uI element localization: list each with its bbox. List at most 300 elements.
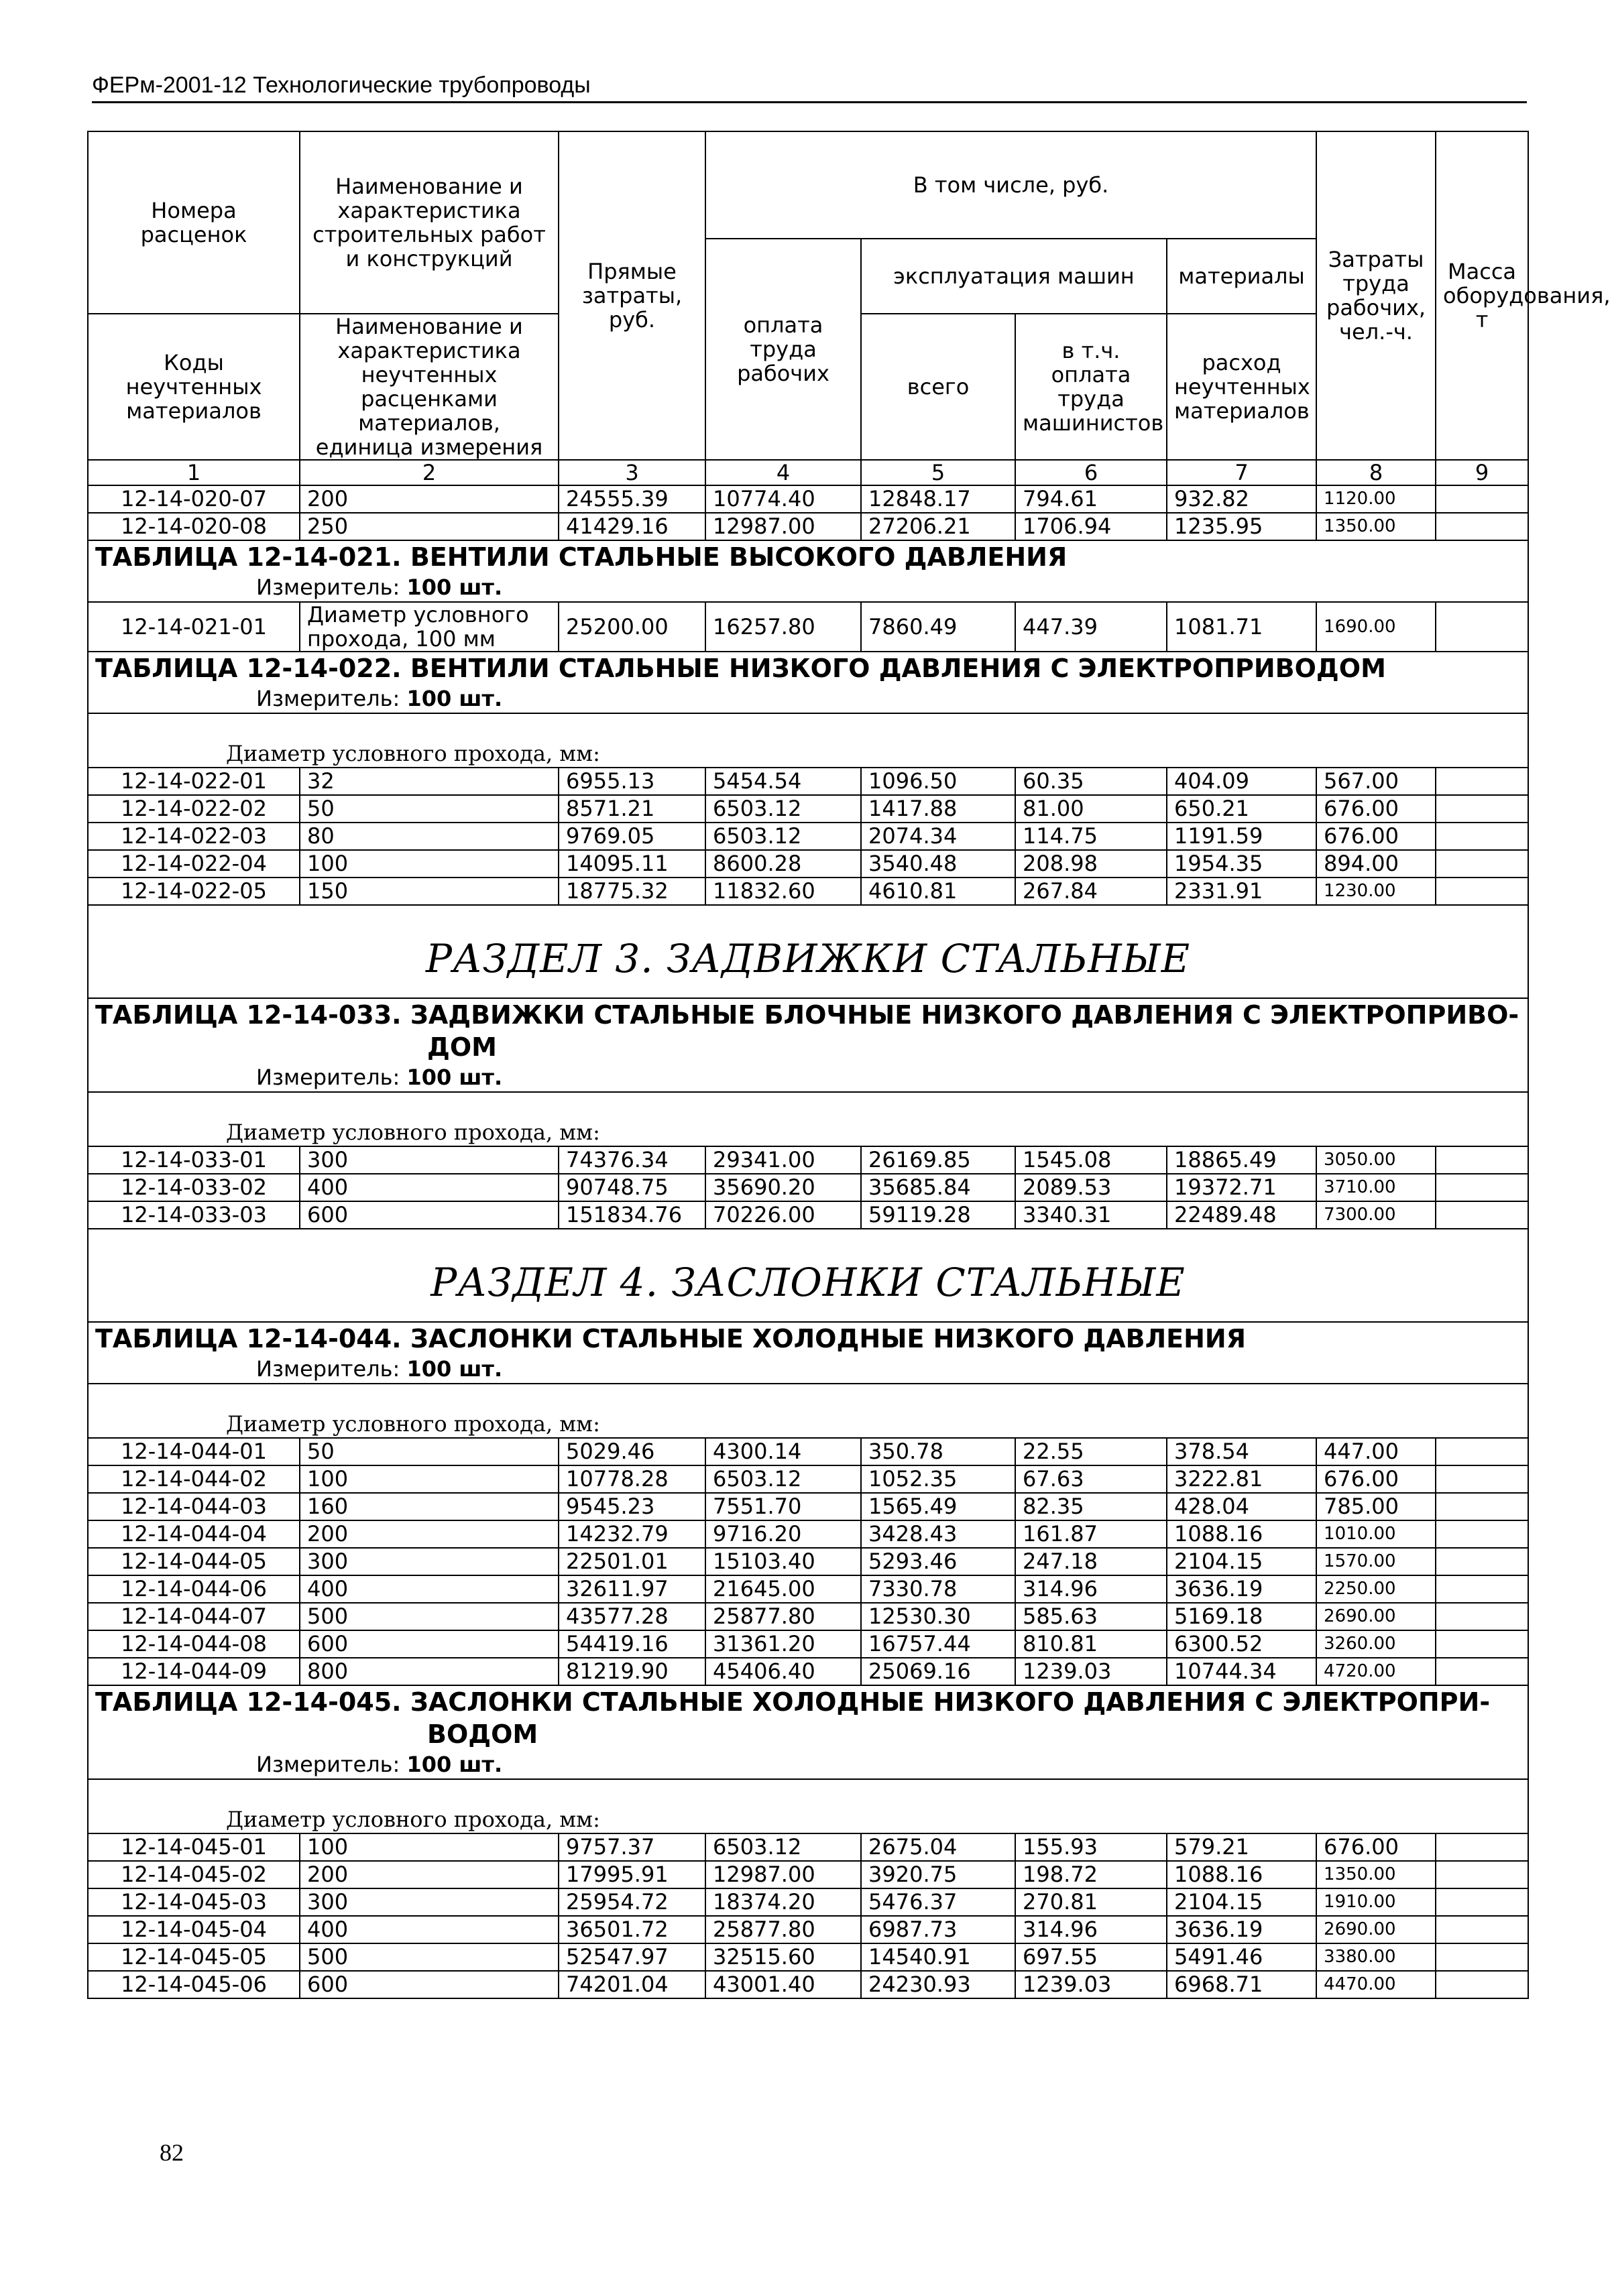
table-row bbox=[88, 1493, 1528, 1520]
wages-cost-cell: 25877.80 bbox=[705, 1916, 861, 1943]
table-row bbox=[88, 485, 1528, 513]
header-machines: эксплуатация машин bbox=[861, 239, 1167, 314]
machines-total-cell: 1052.35 bbox=[861, 1465, 1015, 1493]
direct-cost-cell: 8571.21 bbox=[559, 795, 705, 823]
machines-wages-cell: 208.98 bbox=[1015, 850, 1167, 878]
labor-cost-cell: 894.00 bbox=[1316, 850, 1436, 878]
equipment-mass-cell bbox=[1436, 602, 1528, 652]
rate-code-cell: 12-14-033-02 bbox=[88, 1174, 300, 1201]
table-heading bbox=[88, 998, 1528, 1092]
machines-total-cell: 5476.37 bbox=[861, 1888, 1015, 1916]
machines-total-cell: 12530.30 bbox=[861, 1603, 1015, 1630]
direct-cost-cell: 9545.23 bbox=[559, 1493, 705, 1520]
machines-total-cell: 2074.34 bbox=[861, 823, 1015, 850]
diameter-value-cell: 400 bbox=[300, 1575, 559, 1603]
column-number: 2 bbox=[300, 460, 559, 485]
materials-cost-cell: 5491.46 bbox=[1167, 1943, 1316, 1971]
machines-wages-cell: 794.61 bbox=[1015, 485, 1167, 513]
machines-wages-cell: 585.63 bbox=[1015, 1603, 1167, 1630]
direct-cost-cell: 36501.72 bbox=[559, 1916, 705, 1943]
machines-total-cell: 25069.16 bbox=[861, 1658, 1015, 1685]
materials-cost-cell: 1088.16 bbox=[1167, 1520, 1316, 1548]
direct-cost-cell: 22501.01 bbox=[559, 1548, 705, 1575]
machines-total-cell: 3540.48 bbox=[861, 850, 1015, 878]
machines-total-cell: 24230.93 bbox=[861, 1971, 1015, 1998]
diameter-value-cell: 600 bbox=[300, 1201, 559, 1229]
machines-wages-cell: 155.93 bbox=[1015, 1833, 1167, 1861]
machines-total-cell: 6987.73 bbox=[861, 1916, 1015, 1943]
wages-cost-cell: 10774.40 bbox=[705, 485, 861, 513]
diameter-value-cell: 800 bbox=[300, 1658, 559, 1685]
table-title: ТАБЛИЦА 12-14-021. ВЕНТИЛИ СТАЛЬНЫЕ ВЫСОКОГО ДАВЛЕНИЯ bbox=[95, 542, 1068, 572]
direct-cost-cell: 52547.97 bbox=[559, 1943, 705, 1971]
column-number: 5 bbox=[861, 460, 1015, 485]
diameter-caption: Диаметр условного прохода, мм: bbox=[226, 1120, 600, 1145]
rate-code-cell: 12-14-044-08 bbox=[88, 1630, 300, 1658]
rate-code-cell: 12-14-045-01 bbox=[88, 1833, 300, 1861]
header-materials-unaccounted: расход неучтенных материалов bbox=[1167, 314, 1316, 460]
direct-cost-cell: 17995.91 bbox=[559, 1861, 705, 1888]
diameter-value-cell: 200 bbox=[300, 1520, 559, 1548]
equipment-mass-cell bbox=[1436, 485, 1528, 513]
equipment-mass-cell bbox=[1436, 1630, 1528, 1658]
direct-cost-cell: 5029.46 bbox=[559, 1438, 705, 1465]
materials-cost-cell: 5169.18 bbox=[1167, 1603, 1316, 1630]
labor-cost-cell: 2690.00 bbox=[1316, 1603, 1436, 1630]
rate-code-cell: 12-14-045-03 bbox=[88, 1888, 300, 1916]
machines-wages-cell: 1545.08 bbox=[1015, 1146, 1167, 1174]
header-name-alt: Наименование и характеристика неучтенных расценками материалов, единица измерения bbox=[300, 314, 559, 460]
table-row bbox=[88, 1201, 1528, 1229]
table-meter: Измеритель: 100 шт. bbox=[256, 1065, 503, 1090]
diameter-value-cell: 100 bbox=[300, 1833, 559, 1861]
column-numbers-row bbox=[88, 460, 1528, 485]
direct-cost-cell: 24555.39 bbox=[559, 485, 705, 513]
equipment-mass-cell bbox=[1436, 1465, 1528, 1493]
labor-cost-cell: 1570.00 bbox=[1316, 1548, 1436, 1575]
machines-total-cell: 7330.78 bbox=[861, 1575, 1015, 1603]
machines-wages-cell: 2089.53 bbox=[1015, 1174, 1167, 1201]
labor-cost-cell: 2250.00 bbox=[1316, 1575, 1436, 1603]
machines-wages-cell: 3340.31 bbox=[1015, 1201, 1167, 1229]
materials-cost-cell: 1954.35 bbox=[1167, 850, 1316, 878]
table-row bbox=[88, 1603, 1528, 1630]
rate-code-cell: 12-14-044-02 bbox=[88, 1465, 300, 1493]
labor-cost-cell: 1010.00 bbox=[1316, 1520, 1436, 1548]
table-title: ТАБЛИЦА 12-14-044. ЗАСЛОНКИ СТАЛЬНЫЕ ХОЛОДНЫЕ НИЗКОГО ДАВЛЕНИЯ bbox=[95, 1324, 1246, 1353]
rates-table bbox=[87, 131, 1610, 1999]
materials-cost-cell: 1081.71 bbox=[1167, 602, 1316, 652]
direct-cost-cell: 43577.28 bbox=[559, 1603, 705, 1630]
wages-cost-cell: 6503.12 bbox=[705, 795, 861, 823]
machines-wages-cell: 267.84 bbox=[1015, 878, 1167, 905]
header-labor: Затраты труда рабочих, чел.-ч. bbox=[1316, 131, 1436, 460]
diameter-value-cell: 300 bbox=[300, 1888, 559, 1916]
machines-wages-cell: 247.18 bbox=[1015, 1548, 1167, 1575]
diameter-value-cell: 80 bbox=[300, 823, 559, 850]
rate-code-cell: 12-14-045-04 bbox=[88, 1916, 300, 1943]
diameter-caption: Диаметр условного прохода, мм: bbox=[226, 1411, 600, 1437]
machines-total-cell: 59119.28 bbox=[861, 1201, 1015, 1229]
equipment-mass-cell bbox=[1436, 1548, 1528, 1575]
table-meter: Измеритель: 100 шт. bbox=[256, 1752, 503, 1777]
diameter-value-cell: 300 bbox=[300, 1548, 559, 1575]
table-row bbox=[88, 1465, 1528, 1493]
machines-total-cell: 4610.81 bbox=[861, 878, 1015, 905]
wages-cost-cell: 32515.60 bbox=[705, 1943, 861, 1971]
wages-cost-cell: 16257.80 bbox=[705, 602, 861, 652]
table-meter: Измеритель: 100 шт. bbox=[256, 686, 503, 711]
materials-cost-cell: 2331.91 bbox=[1167, 878, 1316, 905]
rate-code-cell: 12-14-045-06 bbox=[88, 1971, 300, 1998]
diameter-caption-row bbox=[88, 713, 1528, 768]
section-heading bbox=[88, 905, 1528, 998]
diameter-caption-row bbox=[88, 1384, 1528, 1438]
rate-code-cell: 12-14-044-04 bbox=[88, 1520, 300, 1548]
table-title-continued: ВОДОМ bbox=[427, 1719, 538, 1749]
diameter-caption: Диаметр условного прохода, мм: bbox=[226, 741, 600, 766]
rate-code-cell: 12-14-044-05 bbox=[88, 1548, 300, 1575]
labor-cost-cell: 785.00 bbox=[1316, 1493, 1436, 1520]
header-codes: Номера расценок bbox=[88, 131, 300, 314]
rate-code-cell: 12-14-020-07 bbox=[88, 485, 300, 513]
wages-cost-cell: 45406.40 bbox=[705, 1658, 861, 1685]
labor-cost-cell: 2690.00 bbox=[1316, 1916, 1436, 1943]
rate-code-cell: 12-14-044-06 bbox=[88, 1575, 300, 1603]
table-row bbox=[88, 1916, 1528, 1943]
direct-cost-cell: 41429.16 bbox=[559, 513, 705, 540]
machines-wages-cell: 447.39 bbox=[1015, 602, 1167, 652]
machines-total-cell: 3920.75 bbox=[861, 1861, 1015, 1888]
machines-wages-cell: 81.00 bbox=[1015, 795, 1167, 823]
labor-cost-cell: 3260.00 bbox=[1316, 1630, 1436, 1658]
direct-cost-cell: 10778.28 bbox=[559, 1465, 705, 1493]
column-number: 1 bbox=[88, 460, 300, 485]
machines-total-cell: 1417.88 bbox=[861, 795, 1015, 823]
rate-code-cell: 12-14-044-01 bbox=[88, 1438, 300, 1465]
machines-wages-cell: 161.87 bbox=[1015, 1520, 1167, 1548]
rate-code-cell: 12-14-045-02 bbox=[88, 1861, 300, 1888]
table-row bbox=[88, 1943, 1528, 1971]
labor-cost-cell: 1910.00 bbox=[1316, 1888, 1436, 1916]
direct-cost-cell: 14232.79 bbox=[559, 1520, 705, 1548]
materials-cost-cell: 428.04 bbox=[1167, 1493, 1316, 1520]
wages-cost-cell: 21645.00 bbox=[705, 1575, 861, 1603]
machines-wages-cell: 314.96 bbox=[1015, 1575, 1167, 1603]
wages-cost-cell: 11832.60 bbox=[705, 878, 861, 905]
diameter-value-cell: 250 bbox=[300, 513, 559, 540]
labor-cost-cell: 567.00 bbox=[1316, 768, 1436, 795]
machines-wages-cell: 198.72 bbox=[1015, 1861, 1167, 1888]
materials-cost-cell: 1088.16 bbox=[1167, 1861, 1316, 1888]
table-row bbox=[88, 795, 1528, 823]
labor-cost-cell: 7300.00 bbox=[1316, 1201, 1436, 1229]
table-title: ТАБЛИЦА 12-14-022. ВЕНТИЛИ СТАЛЬНЫЕ НИЗКОГО ДАВЛЕНИЯ С ЭЛЕКТРОПРИВОДОМ bbox=[95, 654, 1386, 683]
equipment-mass-cell bbox=[1436, 823, 1528, 850]
column-number: 3 bbox=[559, 460, 705, 485]
equipment-mass-cell bbox=[1436, 1174, 1528, 1201]
rate-code-cell: 12-14-033-03 bbox=[88, 1201, 300, 1229]
table-heading bbox=[88, 540, 1528, 602]
machines-wages-cell: 114.75 bbox=[1015, 823, 1167, 850]
equipment-mass-cell bbox=[1436, 1146, 1528, 1174]
labor-cost-cell: 676.00 bbox=[1316, 1833, 1436, 1861]
wages-cost-cell: 7551.70 bbox=[705, 1493, 861, 1520]
table-meter: Измеритель: 100 шт. bbox=[256, 575, 503, 600]
equipment-mass-cell bbox=[1436, 795, 1528, 823]
machines-wages-cell: 82.35 bbox=[1015, 1493, 1167, 1520]
materials-cost-cell: 6300.52 bbox=[1167, 1630, 1316, 1658]
wages-cost-cell: 8600.28 bbox=[705, 850, 861, 878]
labor-cost-cell: 3380.00 bbox=[1316, 1943, 1436, 1971]
table-row bbox=[88, 1174, 1528, 1201]
diameter-value-cell: 50 bbox=[300, 1438, 559, 1465]
equipment-mass-cell bbox=[1436, 1493, 1528, 1520]
wages-cost-cell: 18374.20 bbox=[705, 1888, 861, 1916]
table-heading bbox=[88, 652, 1528, 713]
rate-code-cell: 12-14-022-03 bbox=[88, 823, 300, 850]
direct-cost-cell: 32611.97 bbox=[559, 1575, 705, 1603]
materials-cost-cell: 2104.15 bbox=[1167, 1548, 1316, 1575]
machines-wages-cell: 810.81 bbox=[1015, 1630, 1167, 1658]
machines-wages-cell: 1239.03 bbox=[1015, 1971, 1167, 1998]
machines-total-cell: 26169.85 bbox=[861, 1146, 1015, 1174]
labor-cost-cell: 1690.00 bbox=[1316, 602, 1436, 652]
wages-cost-cell: 9716.20 bbox=[705, 1520, 861, 1548]
header-machines-total: всего bbox=[861, 314, 1015, 460]
labor-cost-cell: 4720.00 bbox=[1316, 1658, 1436, 1685]
column-number: 6 bbox=[1015, 460, 1167, 485]
equipment-mass-cell bbox=[1436, 513, 1528, 540]
direct-cost-cell: 9769.05 bbox=[559, 823, 705, 850]
table-row bbox=[88, 1548, 1528, 1575]
materials-cost-cell: 1235.95 bbox=[1167, 513, 1316, 540]
machines-total-cell: 1565.49 bbox=[861, 1493, 1015, 1520]
machines-wages-cell: 270.81 bbox=[1015, 1888, 1167, 1916]
direct-cost-cell: 25200.00 bbox=[559, 602, 705, 652]
table-meter: Измеритель: 100 шт. bbox=[256, 1356, 503, 1382]
wages-cost-cell: 4300.14 bbox=[705, 1438, 861, 1465]
header-codes-alt: Коды неучтенных материалов bbox=[88, 314, 300, 460]
equipment-mass-cell bbox=[1436, 1575, 1528, 1603]
wages-cost-cell: 70226.00 bbox=[705, 1201, 861, 1229]
labor-cost-cell: 3710.00 bbox=[1316, 1174, 1436, 1201]
materials-cost-cell: 1191.59 bbox=[1167, 823, 1316, 850]
equipment-mass-cell bbox=[1436, 1971, 1528, 1998]
header-name: Наименование и характеристика строительных работ и конструкций bbox=[300, 131, 559, 314]
diameter-value-cell: 500 bbox=[300, 1603, 559, 1630]
rate-code-cell: 12-14-045-05 bbox=[88, 1943, 300, 1971]
table-row bbox=[88, 513, 1528, 540]
table-title: ТАБЛИЦА 12-14-045. ЗАСЛОНКИ СТАЛЬНЫЕ ХОЛОДНЫЕ НИЗКОГО ДАВЛЕНИЯ С ЭЛЕКТРОПРИ- bbox=[95, 1687, 1491, 1717]
machines-wages-cell: 1239.03 bbox=[1015, 1658, 1167, 1685]
table-row bbox=[88, 1833, 1528, 1861]
direct-cost-cell: 81219.90 bbox=[559, 1658, 705, 1685]
equipment-mass-cell bbox=[1436, 1201, 1528, 1229]
running-header: ФЕРм-2001-12 Технологические трубопроводы bbox=[92, 72, 1527, 103]
wages-cost-cell: 12987.00 bbox=[705, 1861, 861, 1888]
equipment-mass-cell bbox=[1436, 1438, 1528, 1465]
diameter-caption-row bbox=[88, 1779, 1528, 1833]
header-materials: материалы bbox=[1167, 239, 1316, 314]
direct-cost-cell: 54419.16 bbox=[559, 1630, 705, 1658]
diameter-value-cell: 300 bbox=[300, 1146, 559, 1174]
machines-wages-cell: 60.35 bbox=[1015, 768, 1167, 795]
rate-code-cell: 12-14-020-08 bbox=[88, 513, 300, 540]
equipment-mass-cell bbox=[1436, 1603, 1528, 1630]
section-title: РАЗДЕЛ 4. ЗАСЛОНКИ СТАЛЬНЫЕ bbox=[430, 1260, 1186, 1305]
direct-cost-cell: 74376.34 bbox=[559, 1146, 705, 1174]
table-row bbox=[88, 1888, 1528, 1916]
labor-cost-cell: 1350.00 bbox=[1316, 1861, 1436, 1888]
machines-total-cell: 350.78 bbox=[861, 1438, 1015, 1465]
diameter-value-cell: 32 bbox=[300, 768, 559, 795]
rate-code-cell: 12-14-022-04 bbox=[88, 850, 300, 878]
direct-cost-cell: 18775.32 bbox=[559, 878, 705, 905]
machines-total-cell: 5293.46 bbox=[861, 1548, 1015, 1575]
machines-total-cell: 12848.17 bbox=[861, 485, 1015, 513]
equipment-mass-cell bbox=[1436, 1861, 1528, 1888]
wages-cost-cell: 6503.12 bbox=[705, 1465, 861, 1493]
table-row bbox=[88, 1630, 1528, 1658]
materials-cost-cell: 378.54 bbox=[1167, 1438, 1316, 1465]
machines-wages-cell: 1706.94 bbox=[1015, 513, 1167, 540]
diameter-value-cell: 160 bbox=[300, 1493, 559, 1520]
table-row bbox=[88, 878, 1528, 905]
machines-total-cell: 14540.91 bbox=[861, 1943, 1015, 1971]
diameter-value-cell: 400 bbox=[300, 1916, 559, 1943]
labor-cost-cell: 4470.00 bbox=[1316, 1971, 1436, 1998]
wages-cost-cell: 5454.54 bbox=[705, 768, 861, 795]
header-mass: Масса оборудования, т bbox=[1436, 131, 1528, 460]
header-wages: оплата труда рабочих bbox=[705, 239, 861, 460]
table-row bbox=[88, 602, 1528, 652]
diameter-value-cell: Диаметр условного прохода, 100 мм bbox=[300, 602, 559, 652]
diameter-value-cell: 200 bbox=[300, 1861, 559, 1888]
diameter-value-cell: 50 bbox=[300, 795, 559, 823]
diameter-value-cell: 100 bbox=[300, 1465, 559, 1493]
wages-cost-cell: 31361.20 bbox=[705, 1630, 861, 1658]
rate-code-cell: 12-14-022-02 bbox=[88, 795, 300, 823]
equipment-mass-cell bbox=[1436, 1833, 1528, 1861]
labor-cost-cell: 676.00 bbox=[1316, 823, 1436, 850]
materials-cost-cell: 10744.34 bbox=[1167, 1658, 1316, 1685]
diameter-value-cell: 500 bbox=[300, 1943, 559, 1971]
materials-cost-cell: 18865.49 bbox=[1167, 1146, 1316, 1174]
equipment-mass-cell bbox=[1436, 1520, 1528, 1548]
rate-code-cell: 12-14-044-07 bbox=[88, 1603, 300, 1630]
materials-cost-cell: 3222.81 bbox=[1167, 1465, 1316, 1493]
equipment-mass-cell bbox=[1436, 1888, 1528, 1916]
table-row bbox=[88, 1520, 1528, 1548]
page-number: 82 bbox=[160, 2139, 184, 2166]
labor-cost-cell: 3050.00 bbox=[1316, 1146, 1436, 1174]
table-row bbox=[88, 1438, 1528, 1465]
labor-cost-cell: 676.00 bbox=[1316, 1465, 1436, 1493]
rate-code-cell: 12-14-044-09 bbox=[88, 1658, 300, 1685]
materials-cost-cell: 3636.19 bbox=[1167, 1575, 1316, 1603]
table-row bbox=[88, 1861, 1528, 1888]
column-number: 8 bbox=[1316, 460, 1436, 485]
machines-total-cell: 35685.84 bbox=[861, 1174, 1015, 1201]
diameter-value-cell: 150 bbox=[300, 878, 559, 905]
wages-cost-cell: 25877.80 bbox=[705, 1603, 861, 1630]
materials-cost-cell: 404.09 bbox=[1167, 768, 1316, 795]
machines-total-cell: 2675.04 bbox=[861, 1833, 1015, 1861]
materials-cost-cell: 579.21 bbox=[1167, 1833, 1316, 1861]
table-row bbox=[88, 823, 1528, 850]
machines-wages-cell: 314.96 bbox=[1015, 1916, 1167, 1943]
materials-cost-cell: 22489.48 bbox=[1167, 1201, 1316, 1229]
direct-cost-cell: 90748.75 bbox=[559, 1174, 705, 1201]
header-incl: В том числе, руб. bbox=[705, 131, 1316, 239]
diameter-value-cell: 200 bbox=[300, 485, 559, 513]
machines-wages-cell: 22.55 bbox=[1015, 1438, 1167, 1465]
column-number: 4 bbox=[705, 460, 861, 485]
wages-cost-cell: 15103.40 bbox=[705, 1548, 861, 1575]
table-heading bbox=[88, 1322, 1528, 1384]
equipment-mass-cell bbox=[1436, 768, 1528, 795]
rate-code-cell: 12-14-022-01 bbox=[88, 768, 300, 795]
column-number: 9 bbox=[1436, 460, 1528, 485]
equipment-mass-cell bbox=[1436, 1943, 1528, 1971]
labor-cost-cell: 1230.00 bbox=[1316, 878, 1436, 905]
diameter-value-cell: 400 bbox=[300, 1174, 559, 1201]
direct-cost-cell: 25954.72 bbox=[559, 1888, 705, 1916]
table-row bbox=[88, 1971, 1528, 1998]
labor-cost-cell: 676.00 bbox=[1316, 795, 1436, 823]
machines-wages-cell: 697.55 bbox=[1015, 1943, 1167, 1971]
machines-total-cell: 1096.50 bbox=[861, 768, 1015, 795]
diameter-caption: Диаметр условного прохода, мм: bbox=[226, 1807, 600, 1832]
table-row bbox=[88, 1146, 1528, 1174]
table-heading bbox=[88, 1685, 1528, 1779]
materials-cost-cell: 3636.19 bbox=[1167, 1916, 1316, 1943]
wages-cost-cell: 6503.12 bbox=[705, 1833, 861, 1861]
rate-code-cell: 12-14-021-01 bbox=[88, 602, 300, 652]
table-header bbox=[88, 131, 1610, 485]
diameter-value-cell: 100 bbox=[300, 850, 559, 878]
machines-total-cell: 27206.21 bbox=[861, 513, 1015, 540]
equipment-mass-cell bbox=[1436, 878, 1528, 905]
section-title: РАЗДЕЛ 3. ЗАДВИЖКИ СТАЛЬНЫЕ bbox=[425, 936, 1191, 981]
direct-cost-cell: 14095.11 bbox=[559, 850, 705, 878]
wages-cost-cell: 6503.12 bbox=[705, 823, 861, 850]
equipment-mass-cell bbox=[1436, 850, 1528, 878]
materials-cost-cell: 932.82 bbox=[1167, 485, 1316, 513]
direct-cost-cell: 74201.04 bbox=[559, 1971, 705, 1998]
machines-total-cell: 3428.43 bbox=[861, 1520, 1015, 1548]
machines-wages-cell: 67.63 bbox=[1015, 1465, 1167, 1493]
diameter-value-cell: 600 bbox=[300, 1630, 559, 1658]
header-direct: Прямые затраты, руб. bbox=[559, 131, 705, 460]
wages-cost-cell: 12987.00 bbox=[705, 513, 861, 540]
equipment-mass-cell bbox=[1436, 1916, 1528, 1943]
table-row bbox=[88, 1575, 1528, 1603]
materials-cost-cell: 2104.15 bbox=[1167, 1888, 1316, 1916]
section-heading bbox=[88, 1229, 1528, 1322]
direct-cost-cell: 6955.13 bbox=[559, 768, 705, 795]
diameter-caption-row bbox=[88, 1092, 1528, 1146]
materials-cost-cell: 19372.71 bbox=[1167, 1174, 1316, 1201]
materials-cost-cell: 6968.71 bbox=[1167, 1971, 1316, 1998]
equipment-mass-cell bbox=[1436, 1658, 1528, 1685]
materials-cost-cell: 650.21 bbox=[1167, 795, 1316, 823]
wages-cost-cell: 43001.40 bbox=[705, 1971, 861, 1998]
labor-cost-cell: 1350.00 bbox=[1316, 513, 1436, 540]
table-row bbox=[88, 768, 1528, 795]
rate-code-cell: 12-14-022-05 bbox=[88, 878, 300, 905]
